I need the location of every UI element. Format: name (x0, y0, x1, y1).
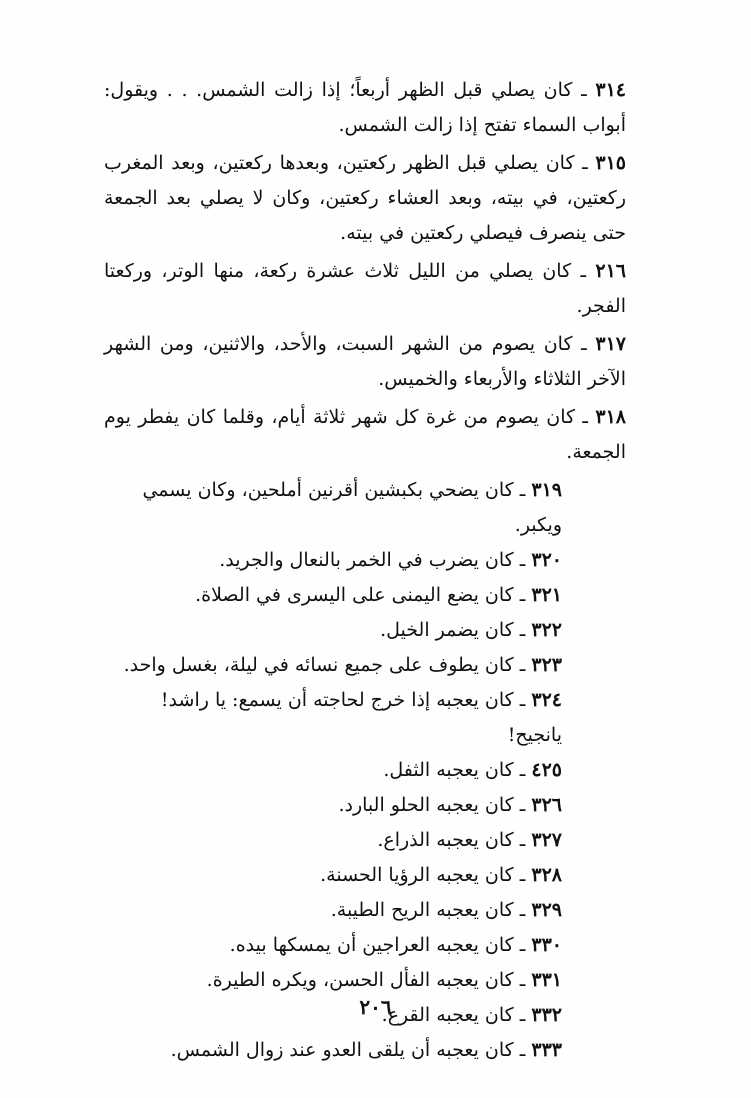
hadith-entry (104, 753, 626, 788)
entry-separator: ـ (513, 759, 532, 781)
entry-text: كان يعجبه الذراع. (377, 829, 514, 851)
hadith-entry (104, 327, 626, 397)
entry-text: كان يضرب في الخمر بالنعال والجريد. (219, 549, 514, 571)
entry-separator: ـ (513, 934, 532, 956)
hadith-entry (104, 146, 626, 251)
page-number: ٢٠٦ (359, 995, 392, 1019)
entry-number: ٣٢٧ (531, 829, 562, 851)
entry-separator: ـ (513, 654, 532, 676)
entry-text: كان يصلي قبل الظهر أربعاً؛ إذا زالت الشمس. . . ويقول: أبواب السماء تفتح إذا زالت الشمس. (104, 79, 626, 136)
entry-text: كان يعجبه الفأل الحسن، ويكره الطيرة. (206, 969, 514, 991)
hadith-entry (104, 893, 626, 928)
entry-text: كان يعجبه الريح الطيبة. (330, 899, 514, 921)
entry-text: كان يضمر الخيل. (380, 619, 514, 641)
hadith-entry (104, 254, 626, 324)
entry-separator: ـ (513, 864, 532, 886)
hadith-entry (104, 473, 626, 543)
entry-number: ٤٢٥ (531, 759, 562, 781)
hadith-entry (104, 963, 626, 998)
page-body (104, 73, 626, 1068)
entry-text: كان يصلي من الليل ثلاث عشرة ركعة، منها الوتر، وركعتا الفجر. (104, 260, 626, 317)
entry-number: ٣١٥ (595, 152, 626, 174)
entry-text: كان يعجبه القرع. (381, 1004, 514, 1026)
entry-separator: ـ (513, 1039, 532, 1061)
hadith-entry (104, 613, 626, 648)
entry-separator: ـ (513, 794, 532, 816)
entry-text: كان يعجبه الرؤيا الحسنة. (320, 864, 514, 886)
entry-number: ٣٢٠ (531, 549, 562, 571)
entry-separator: ـ (572, 79, 596, 101)
entry-text: كان يعجبه العراجين أن يمسكها بيده. (229, 934, 514, 956)
entry-text: كان يعجبه الحلو البارد. (338, 794, 514, 816)
entry-number: ٣٣٢ (531, 1004, 562, 1026)
entry-text: كان يصوم من الشهر السبت، والأحد، والاثنين، ومن الشهر الآخر الثلاثاء والأربعاء والخميس. (104, 333, 626, 390)
hadith-entry (104, 648, 626, 683)
entry-separator: ـ (513, 969, 532, 991)
entry-separator: ـ (513, 1004, 532, 1026)
hadith-entry (104, 73, 626, 143)
entry-number: ٣١٨ (595, 406, 626, 428)
hadith-entry (104, 858, 626, 893)
entry-number: ٣١٤ (595, 79, 626, 101)
entry-text: كان يعجبه أن يلقى العدو عند زوال الشمس. (170, 1039, 514, 1061)
entry-number: ٣٣٠ (531, 934, 562, 956)
entry-separator: ـ (575, 406, 596, 428)
entry-separator: ـ (513, 549, 532, 571)
hadith-entry (104, 823, 626, 858)
entry-separator: ـ (513, 619, 532, 641)
hadith-entry (104, 578, 626, 613)
entry-separator: ـ (513, 899, 532, 921)
entry-number: ٣٣١ (531, 969, 562, 991)
entry-separator: ـ (571, 260, 596, 282)
hadith-entry (104, 400, 626, 470)
hadith-entry (104, 928, 626, 963)
entry-number: ٣٢٢ (531, 619, 562, 641)
entry-text: كان يضع اليمنى على اليسرى في الصلاة. (195, 584, 514, 606)
entry-separator: ـ (513, 479, 532, 501)
entry-separator: ـ (513, 829, 532, 851)
entry-text: كان يعجبه إذا خرج لحاجته أن يسمع: يا راشد! يانجيح! (160, 689, 562, 746)
entry-separator: ـ (574, 152, 596, 174)
entry-number: ٣٢٤ (531, 689, 562, 711)
entry-text: كان يعجبه الثفل. (383, 759, 514, 781)
entry-text: كان يطوف على جميع نسائه في ليلة، بغسل واحد. (123, 654, 514, 676)
entry-separator: ـ (513, 689, 532, 711)
hadith-entry (104, 683, 626, 753)
entry-number: ٣٣٣ (531, 1039, 562, 1061)
entry-separator: ـ (513, 584, 532, 606)
hadith-entry (104, 1033, 626, 1068)
hadith-entry (104, 543, 626, 578)
entry-number: ٢١٦ (595, 260, 626, 282)
entry-number: ٣٢١ (531, 584, 562, 606)
hadith-entry (104, 788, 626, 823)
entry-separator: ـ (572, 333, 596, 355)
entry-number: ٣٢٣ (531, 654, 562, 676)
entry-number: ٣٢٦ (531, 794, 562, 816)
entry-number: ٣٢٩ (531, 899, 562, 921)
entry-number: ٣١٩ (531, 479, 562, 501)
entry-text: كان يضحي بكبشين أقرنين أملحين، وكان يسمي ويكبر. (142, 479, 562, 536)
entry-text: كان يصوم من غرة كل شهر ثلاثة أيام، وقلما كان يفطر يوم الجمعة. (104, 406, 626, 463)
entry-number: ٣١٧ (595, 333, 626, 355)
entry-number: ٣٢٨ (531, 864, 562, 886)
entry-text: كان يصلي قبل الظهر ركعتين، وبعدها ركعتين، وبعد المغرب ركعتين، في بيته، وبعد العشاء ركعتين، وكان لا يصلي بعد الجمعة حتى ينصرف فيصلي ركعتين في بيته. (104, 152, 626, 244)
